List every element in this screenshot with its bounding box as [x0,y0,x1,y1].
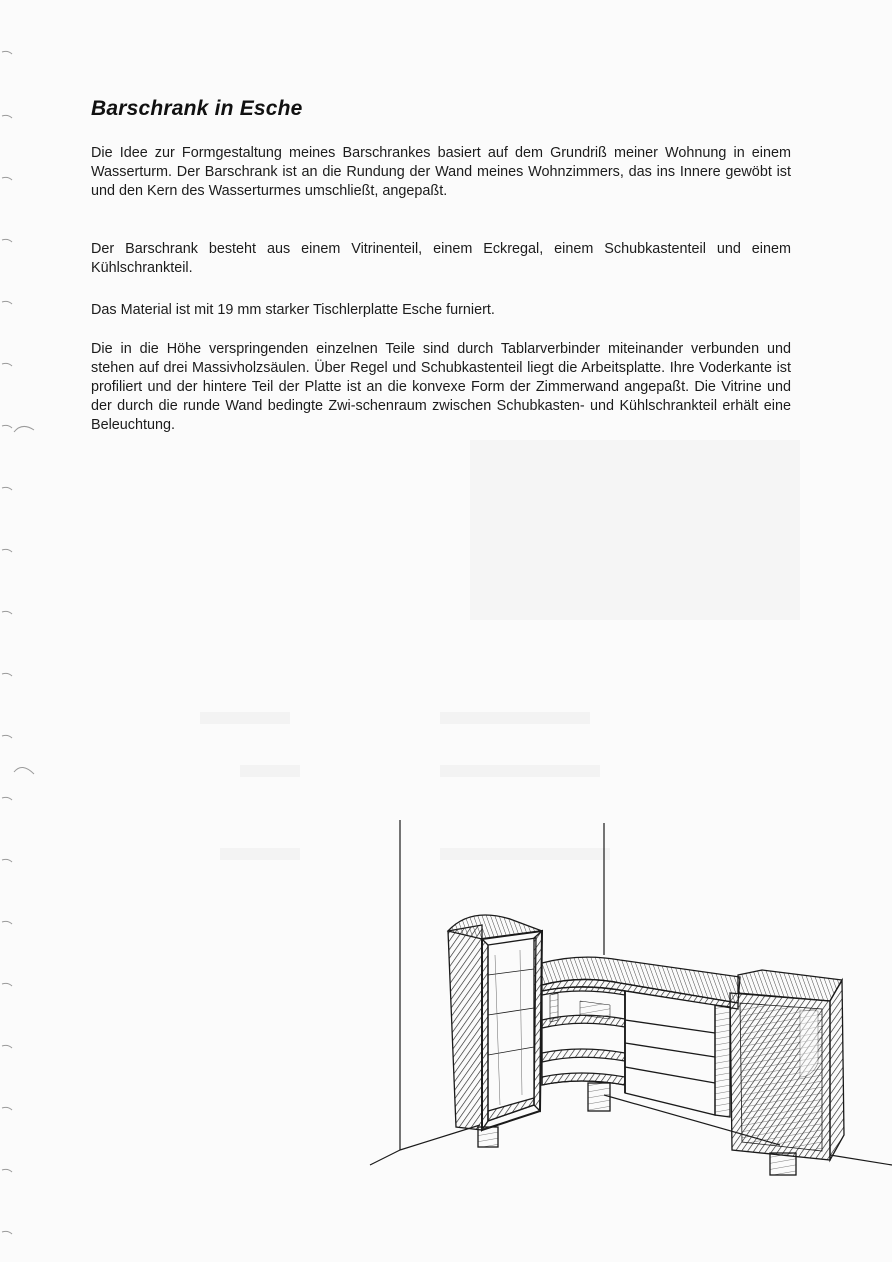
paragraph-concept: Die Idee zur Formgestaltung meines Barschrankes basiert auf dem Grundriß meiner Wohnung in einem Wasserturm. Der Barschrank ist an die Rundung der Wand meines Wohnzimmers, das ins Innere gewöbt ist und den Kern des Wasserturmes umschließt, angepaßt. [91,145,791,199]
paragraph-material: Das Material ist mit 19 mm starker Tischlerplatte Esche furniert. [91,302,495,318]
binding-marks [0,0,40,1262]
paragraph-construction: Die in die Höhe verspringenden einzelnen Teile sind durch Tablarverbinder miteinander verbunden und stehen auf drei Massivholzsäulen. Über Regel und Schubkastenteil liegt die Arbeitsplatte. Ihre Voderkante ist profiliert und der hintere Teil der Platte ist an die konvexe Form der Zimmerwand angepaßt. Die Vitrine und der durch die runde Wand bedingte Zwi-schenraum zwischen Schubkasten- und Kühlschrankteil erhält eine Beleuchtung. [91,341,791,433]
vitrine-cabinet [448,915,542,1147]
fridge-cabinet [730,970,844,1175]
bar-cabinet-sketch-icon [360,815,892,1180]
document-title: Barschrank in Esche [91,97,303,120]
corner-shelf-and-drawers [542,957,740,1117]
paragraph-components: Der Barschrank besteht aus einem Vitrinenteil, einem Eckregal, einem Schubkastenteil und einem Kühlschrankteil. [91,241,791,276]
